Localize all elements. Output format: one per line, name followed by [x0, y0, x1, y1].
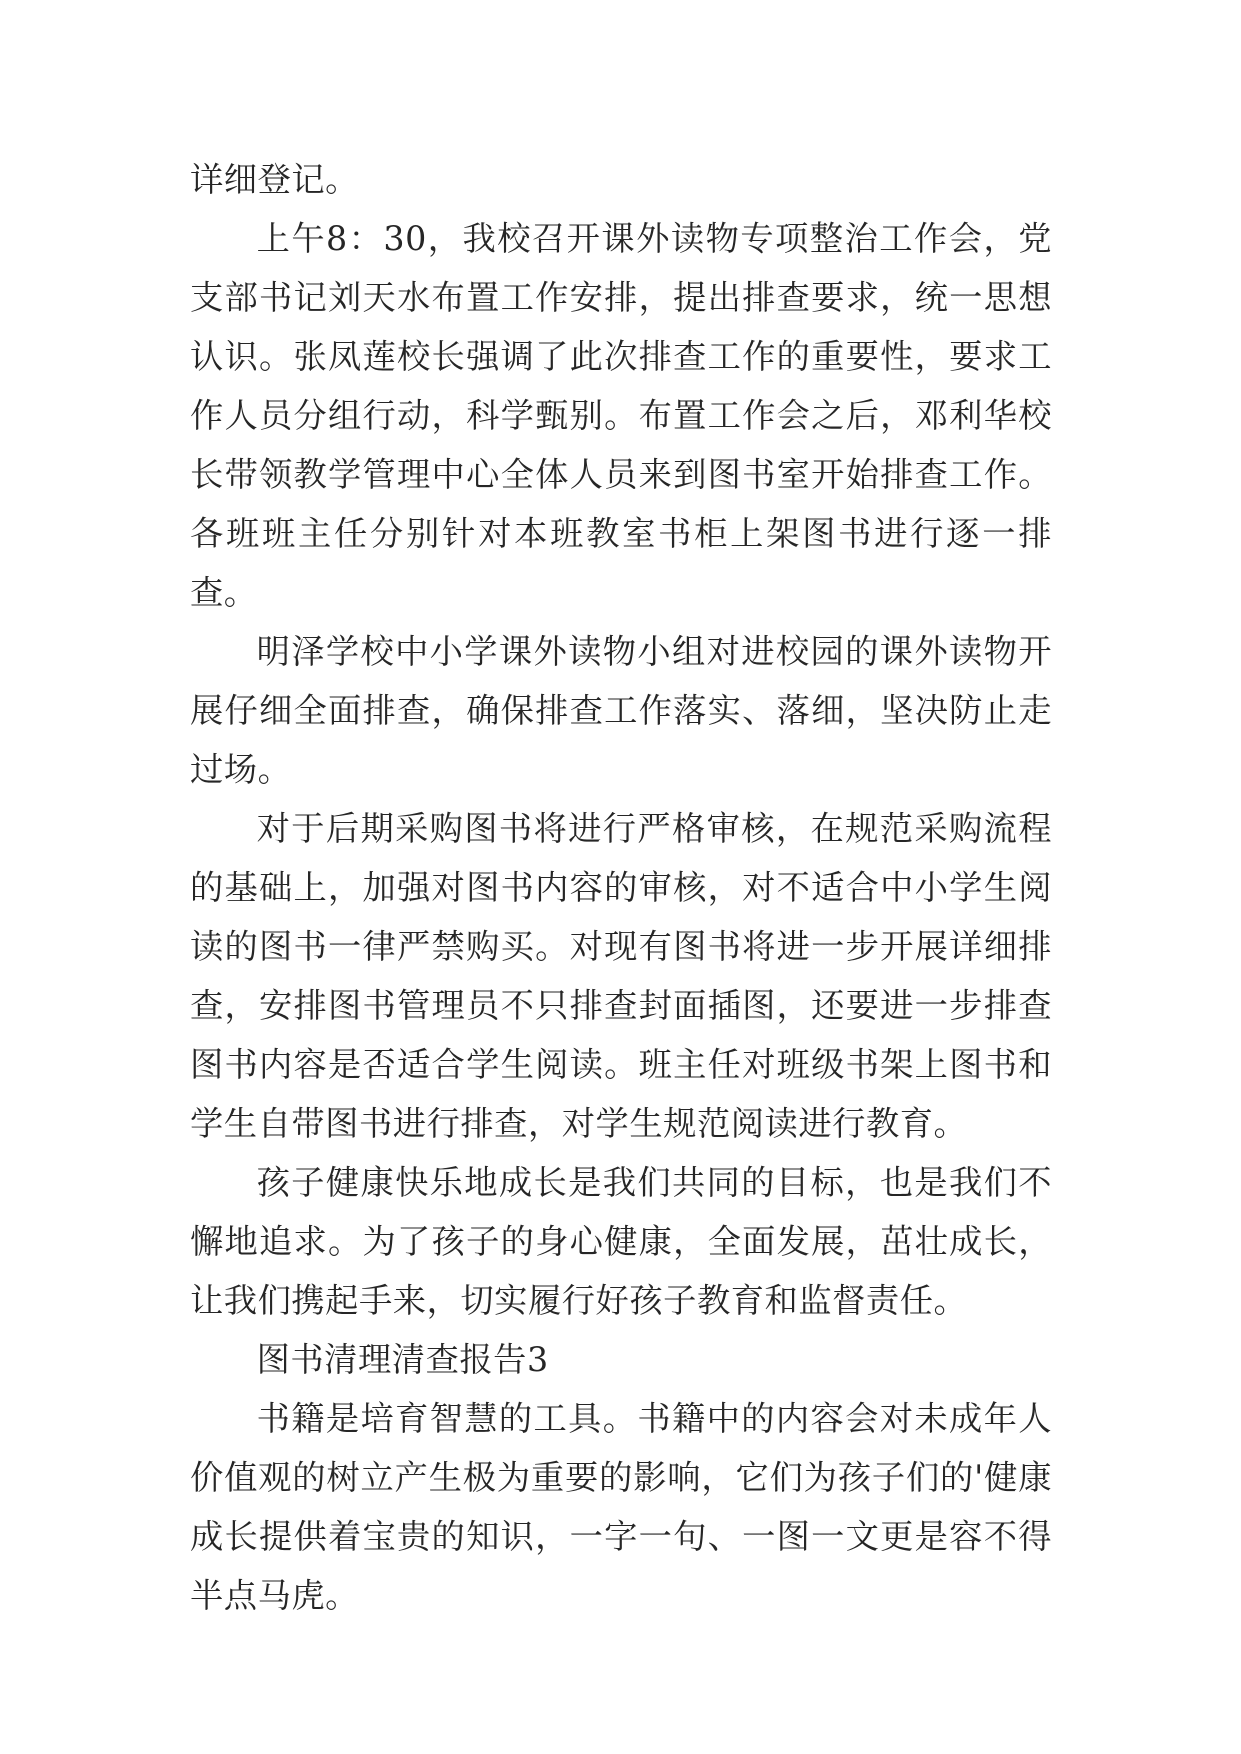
- paragraph-continuation: 详细登记。: [190, 160, 359, 199]
- section-heading: 图书清理清查报告3: [256, 1340, 549, 1379]
- document-body: [190, 150, 1052, 1625]
- paragraph-meeting: 上午8：30，我校召开课外读物专项整治工作会，党支部书记刘天水布置工作安排，提出排查要求，统一思想认识。张凤莲校长强调了此次排查工作的重要性，要求工作人员分组行动，科学甄别。布置工作会之后，邓利华校长带领教学管理中心全体人员来到图书室开始排查工作。各班班主任分别针对本班教室书柜上架图书进行逐一排查。: [190, 219, 1052, 612]
- paragraph-children-growth: 孩子健康快乐地成长是我们共同的目标，也是我们不懈地追求。为了孩子的身心健康，全面发展，茁壮成长，让我们携起手来，切实履行好孩子教育和监督责任。: [190, 1163, 1052, 1320]
- paragraph-inspection-group: 明泽学校中小学课外读物小组对进校园的课外读物开展仔细全面排查，确保排查工作落实、落细，坚决防止走过场。: [190, 632, 1052, 789]
- paragraph-procurement: 对于后期采购图书将进行严格审核，在规范采购流程的基础上，加强对图书内容的审核，对不适合中小学生阅读的图书一律严禁购买。对现有图书将进一步开展详细排查，安排图书管理员不只排查封面插图，还要进一步排查图书内容是否适合学生阅读。班主任对班级书架上图书和学生自带图书进行排查，对学生规范阅读进行教育。: [190, 809, 1052, 1143]
- paragraph-books-wisdom: 书籍是培育智慧的工具。书籍中的内容会对未成年人价值观的树立产生极为重要的影响，它们为孩子们的'健康成长提供着宝贵的知识，一字一句、一图一文更是容不得半点马虎。: [190, 1399, 1052, 1615]
